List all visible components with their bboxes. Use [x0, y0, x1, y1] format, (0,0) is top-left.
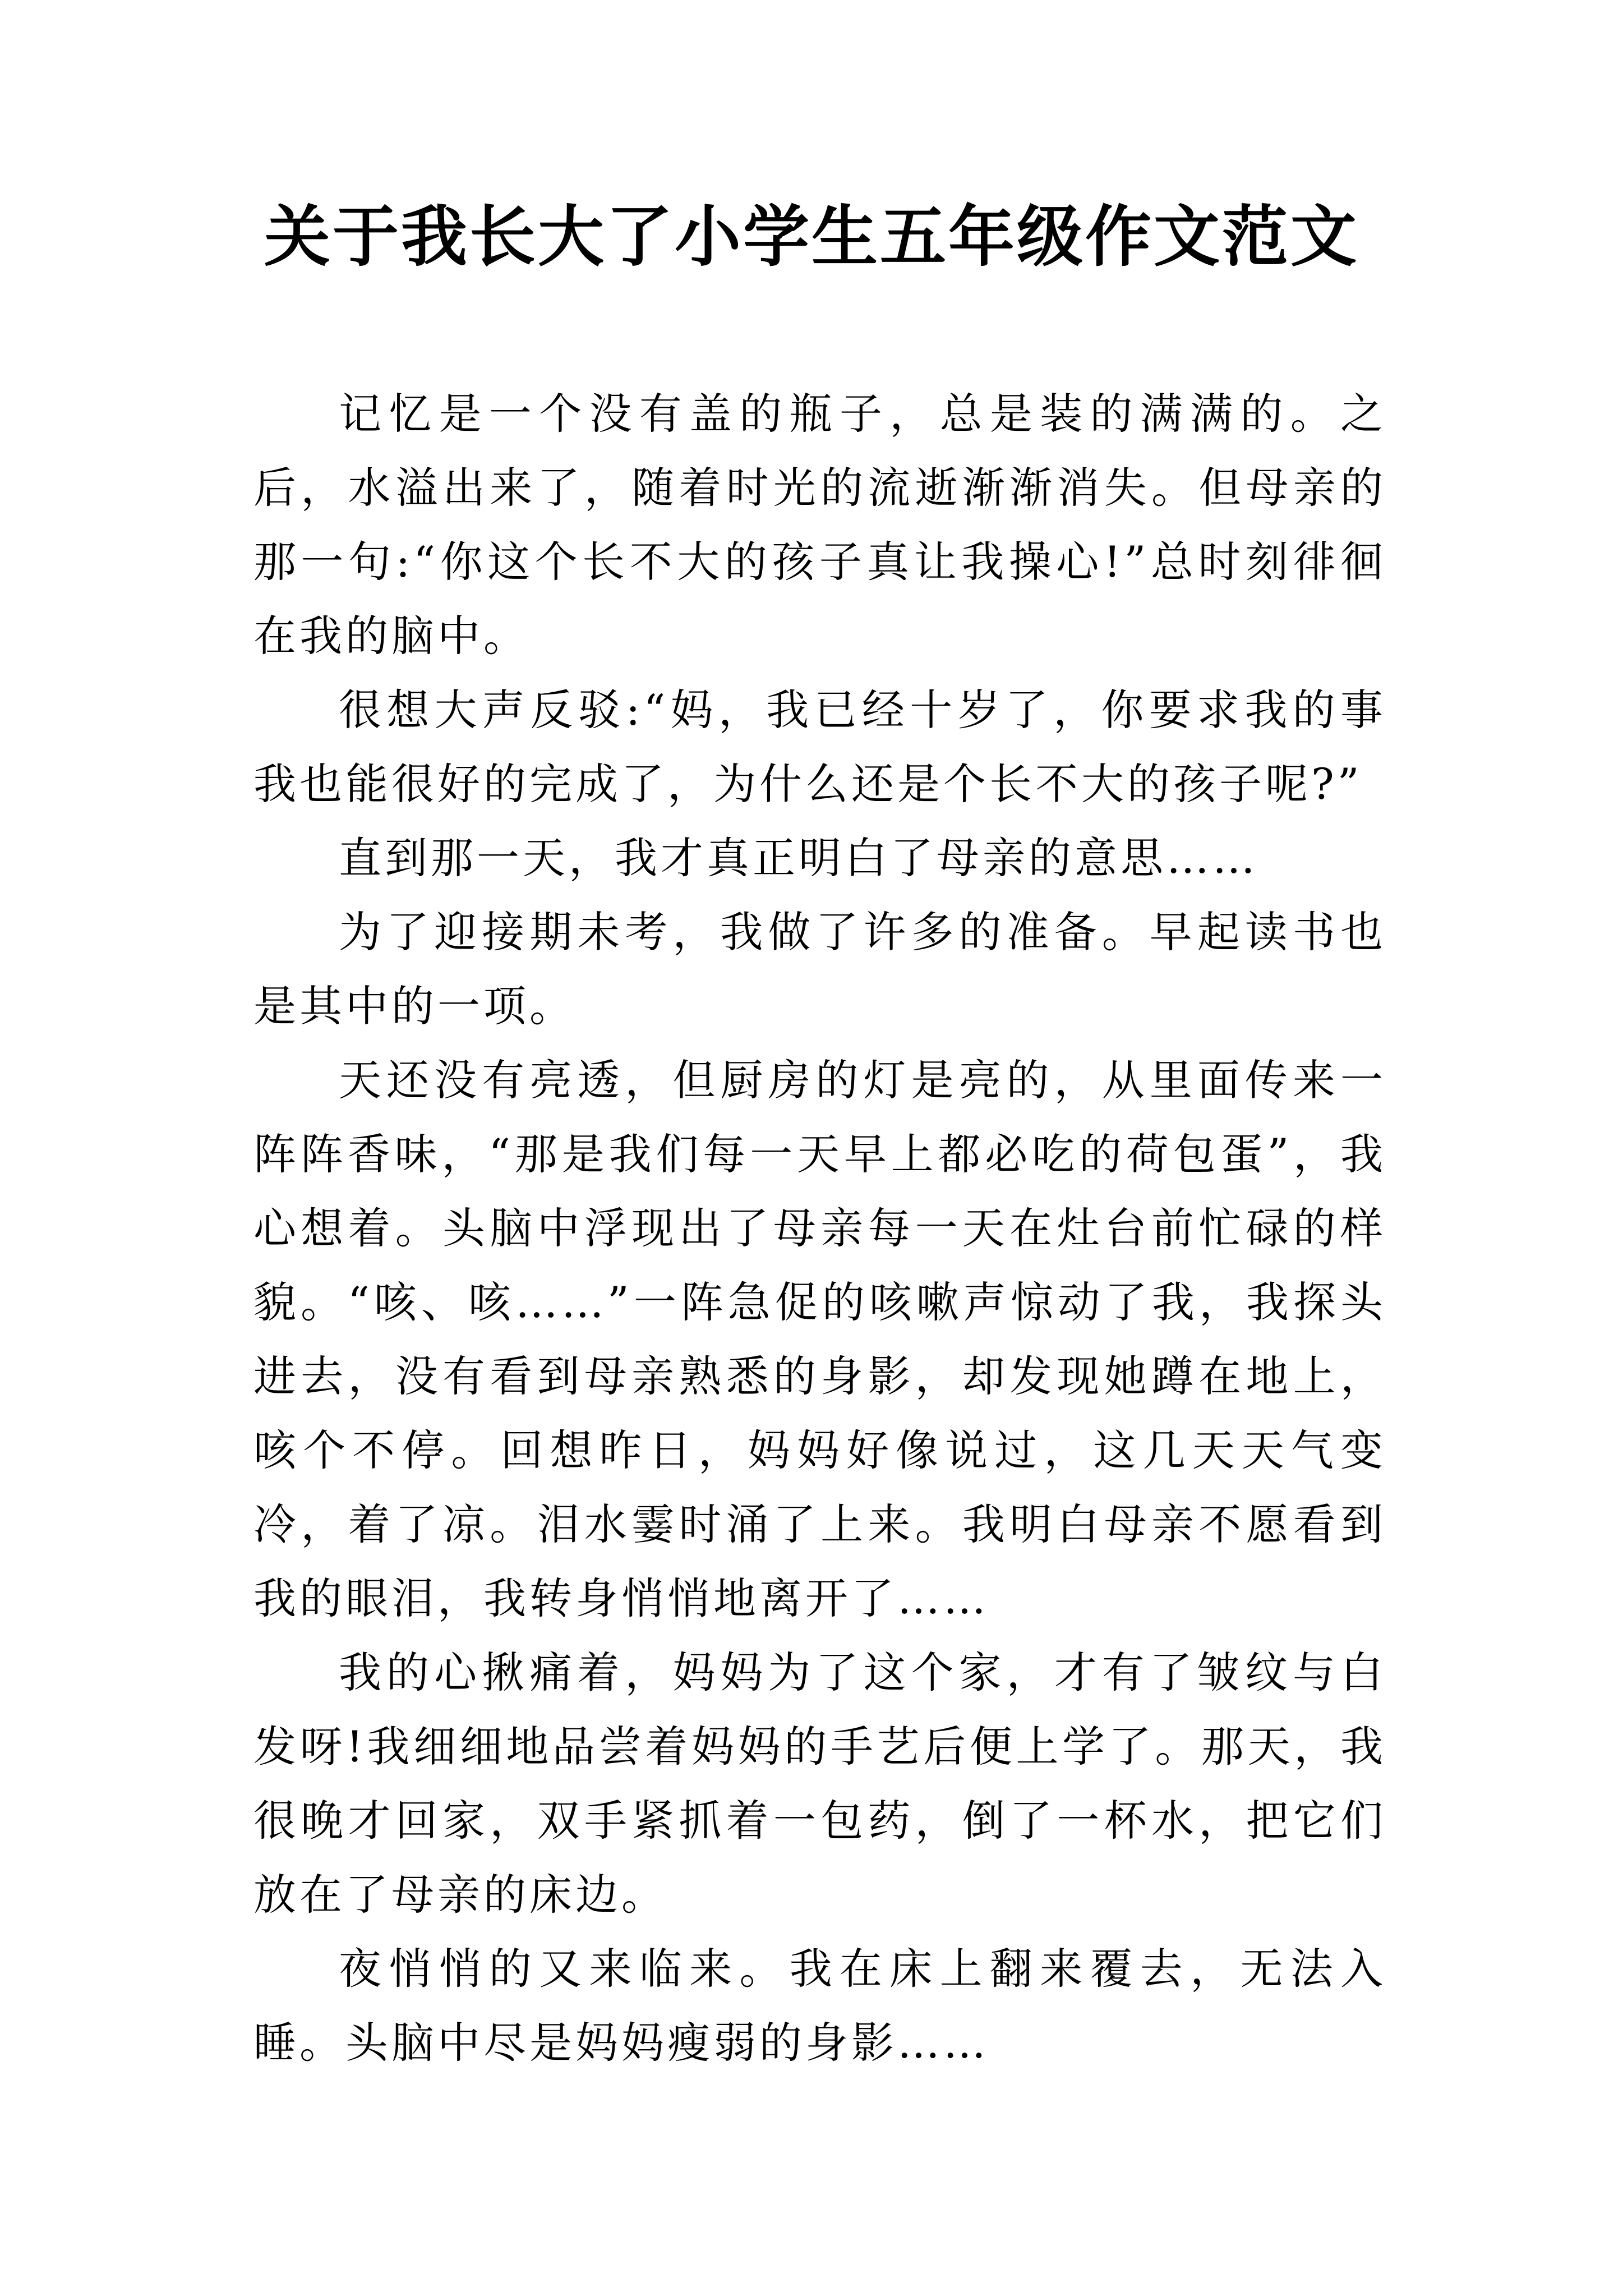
paragraph-7: 夜悄悄的又来临来。我在床上翻来覆去，无法入睡。头脑中尽是妈妈瘦弱的身影……	[253, 1944, 1386, 2068]
paragraph-1: 记忆是一个没有盖的瓶子，总是装的满满的。之后，水溢出来了，随着时光的流逝渐渐消失。但母亲的那一句:“你这个长不大的孩子真让我操心!”总时刻徘徊在我的脑中。	[253, 389, 1386, 661]
document-title: 关于我长大了小学生五年级作文范文	[264, 197, 1359, 275]
paragraph-4: 为了迎接期未考，我做了许多的准备。早起读书也是其中的一项。	[253, 907, 1386, 1031]
paragraph-6: 我的心揪痛着，妈妈为了这个家，才有了皱纹与白发呀!我细细地品尝着妈妈的手艺后便上学了。那天，我很晚才回家，双手紧抓着一包药，倒了一杯水，把它们放在了母亲的床边。	[253, 1648, 1386, 1920]
document-body	[253, 377, 1386, 2080]
paragraph-3: 直到那一天，我才真正明白了母亲的意思……	[339, 833, 1258, 883]
paragraph-5: 天还没有亮透，但厨房的灯是亮的，从里面传来一阵阵香味，“那是我们每一天早上都必吃的荷包蛋”，我心想着。头脑中浮现出了母亲每一天在灶台前忙碌的样貌。“咳、咳……”一阵急促的咳嗽声惊动了我，我探头进去，没有看到母亲熟悉的身影，却发现她蹲在地上，咳个不停。回想昨日，妈妈好像说过，这几天天气变冷，着了凉。泪水霎时涌了上来。我明白母亲不愿看到我的眼泪，我转身悄悄地离开了……	[253, 1055, 1386, 1623]
paragraph-2: 很想大声反驳:“妈，我已经十岁了，你要求我的事我也能很好的完成了，为什么还是个长不大的孩子呢?”	[253, 685, 1386, 809]
